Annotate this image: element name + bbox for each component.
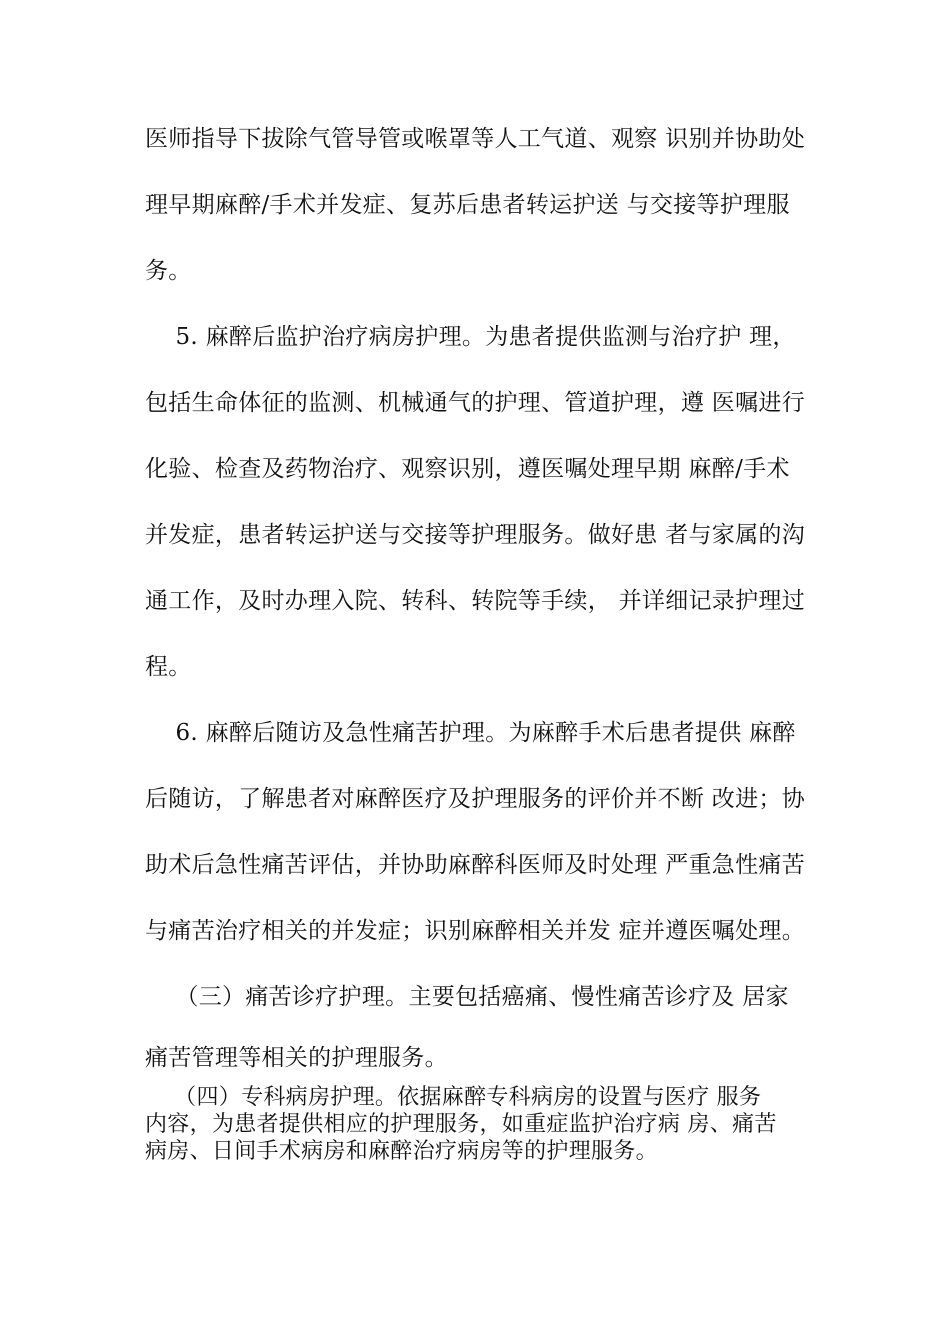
text-line: 通工作，及时办理入院、转科、转院等手续， 并详细记录护理过 [145,588,806,614]
text-line: 程。 [145,654,192,680]
text-line: 并发症，患者转运护送与交接等护理服务。做好患 者与家属的沟 [145,522,806,548]
text-line: 5. 麻醉后监护治疗病房护理。为患者提供监测与治疗护 理， [145,324,796,350]
text-line: 后随访，了解患者对麻醉医疗及护理服务的评价并不断 改进；协 [145,786,806,812]
text-line: 化验、检查及药物治疗、观察识别，遵医嘱处理早期 麻醉/手术 [145,456,790,482]
text-line: 务。 [145,258,192,284]
text-line: 助术后急性痛苦评估，并协助麻醉科医师及时处理 严重急性痛苦 [145,852,806,878]
text-line: 6. 麻醉后随访及急性痛苦护理。为麻醉手术后患者提供 麻醉 [145,720,796,746]
text-line: 痛苦管理等相关的护理服务。 [145,1045,448,1071]
text-line: 内容，为患者提供相应的护理服务，如重症监护治疗病 房、痛苦 [145,1112,777,1137]
text-line: 医师指导下拔除气管导管或喉罩等人工气道、观察 识别并协助处 [145,126,806,152]
text-line: 包括生命体征的监测、机械通气的护理、管道护理，遵 医嘱进行 [145,390,806,416]
text-line: 理早期麻醉/手术并发症、复苏后患者转运护送 与交接等护理服 [145,192,790,218]
text-line: （三）痛苦诊疗护理。主要包括癌痛、慢性痛苦诊疗及 居家 [145,984,789,1010]
text-line: 病房、日间手术病房和麻醉治疗病房等的护理服务。 [145,1139,658,1164]
text-line: 与痛苦治疗相关的并发症；识别麻醉相关并发 症并遵医嘱处理。 [145,918,806,944]
text-line: （四）专科病房护理。依据麻醉专科病房的设置与医疗 服务 [145,1085,762,1110]
